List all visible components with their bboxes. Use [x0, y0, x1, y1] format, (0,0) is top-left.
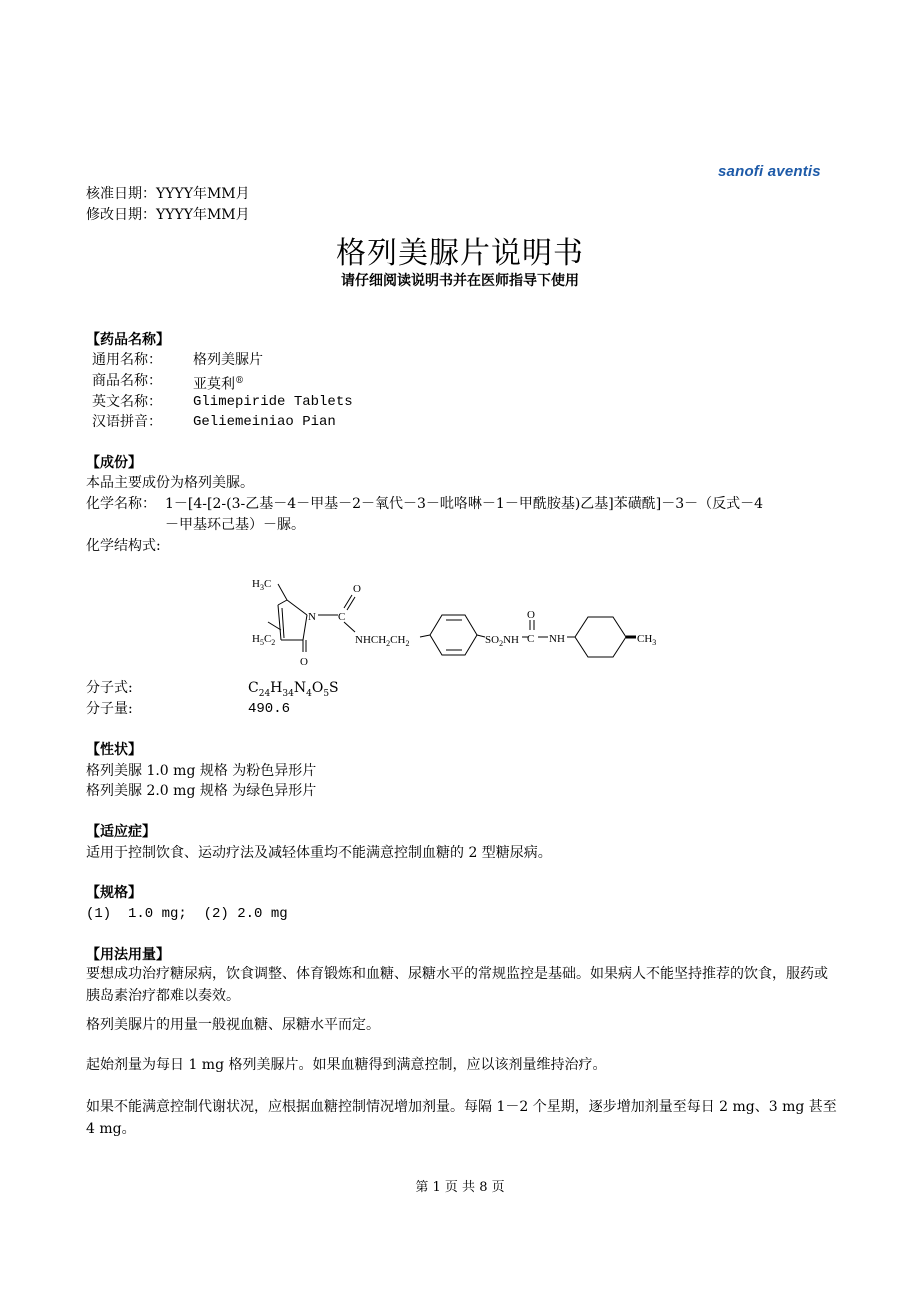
trade-name-label: 商品名称：: [92, 373, 162, 389]
section-heading-drug-name: 【药品名称】: [86, 332, 170, 348]
trademark-symbol: ®: [235, 376, 244, 386]
trade-name-value: 亚莫利®: [193, 376, 244, 393]
structure-o-top-label: O: [353, 583, 361, 595]
molecular-weight-label: 分子量:: [86, 701, 133, 717]
structure-label: 化学结构式:: [86, 538, 161, 554]
chemical-structure-diagram: [240, 570, 670, 670]
chemical-name-line2: －甲基环己基）－脲。: [165, 517, 305, 533]
sanofi-aventis-logo: [718, 163, 821, 180]
properties-line-2: 格列美脲 2.0 mg 规格 为绿色异形片: [86, 783, 317, 799]
structure-c-label: C: [338, 611, 346, 623]
section-heading-specs: 【规格】: [86, 885, 142, 901]
structure-h3c-label: $H_3C$: [252, 578, 272, 592]
composition-text: 本品主要成份为格列美脲。: [86, 475, 254, 491]
pinyin-name-value: Geliemeiniao Pian: [193, 414, 336, 430]
dosage-paragraph-2: 格列美脲片的用量一般视血糖、尿糖水平而定。: [86, 1017, 380, 1033]
structure-so2nh-label: $SO_2NH$: [485, 634, 519, 648]
section-heading-composition: 【成份】: [86, 455, 142, 471]
structure-nhch2ch2-label: $NHCH_2CH_2$: [355, 634, 410, 648]
structure-n-label: N: [308, 611, 316, 623]
revision-date: 修改日期：YYYY年MM月: [86, 207, 250, 223]
logo-text-aventis: aventis: [767, 163, 821, 180]
structure-nh-label: NH: [549, 633, 565, 645]
english-name-label: 英文名称：: [92, 394, 162, 410]
dosage-paragraph-4: 如果不能满意控制代谢状况，应根据血糖控制情况增加剂量。每隔 1－2 个星期，逐步增加剂量至每日 2 mg、3 mg 甚至 4 mg。: [86, 1099, 837, 1137]
document-subtitle: 请仔细阅读说明书并在医师指导下使用: [341, 273, 579, 289]
specs-text: (1) 1.0 mg; (2) 2.0 mg: [86, 906, 288, 922]
properties-line-1: 格列美脲 1.0 mg 规格 为粉色异形片: [86, 763, 317, 779]
structure-ch3-label: $CH_3$: [637, 633, 657, 647]
chemical-name-label: 化学名称：: [86, 496, 156, 512]
chemical-name-line1: 1－[4-[2-(3-乙基－4－甲基－2－氧代－3－吡咯啉－1－甲酰胺基)乙基]苯磺酰]－3－（反式－4: [165, 496, 764, 512]
document-title: 格列美脲片说明书: [336, 236, 584, 271]
molecular-weight-value: 490.6: [248, 701, 291, 717]
structure-o-bottom-label: O: [300, 656, 308, 668]
logo-text-sanofi: sanofi: [718, 163, 764, 180]
pinyin-name-label: 汉语拼音：: [92, 414, 162, 430]
indications-text: 适用于控制饮食、运动疗法及减轻体重均不能满意控制血糖的 2 型糖尿病。: [86, 845, 552, 861]
dosage-paragraph-1: 要想成功治疗糖尿病，饮食调整、体育锻炼和血糖、尿糖水平的常规监控是基础。如果病人不能坚持推荐的饮食，服药或胰岛素治疗都难以奏效。: [86, 966, 828, 1004]
section-heading-dosage: 【用法用量】: [86, 947, 170, 963]
section-heading-indications: 【适应症】: [86, 824, 156, 840]
molecular-formula-label: 分子式:: [86, 680, 133, 696]
section-heading-properties: 【性状】: [86, 742, 142, 758]
page-footer: 第 1 页 共 8 页: [415, 1180, 505, 1195]
structure-h5c2-label: $H_5C_2$: [252, 633, 276, 647]
english-name-value: Glimepiride Tablets: [193, 394, 353, 410]
molecular-formula-value: $C_{24}H_{34}N_4O_5S$: [248, 680, 339, 699]
structure-urea-o-label: O: [527, 609, 535, 621]
generic-name-label: 通用名称：: [92, 352, 162, 368]
approval-date: 核准日期：YYYY年MM月: [86, 186, 250, 202]
generic-name-value: 格列美脲片: [193, 352, 263, 368]
dosage-paragraph-3: 起始剂量为每日 1 mg 格列美脲片。如果血糖得到满意控制，应以该剂量维持治疗。: [86, 1057, 607, 1073]
structure-urea-c-label: C: [527, 633, 535, 645]
